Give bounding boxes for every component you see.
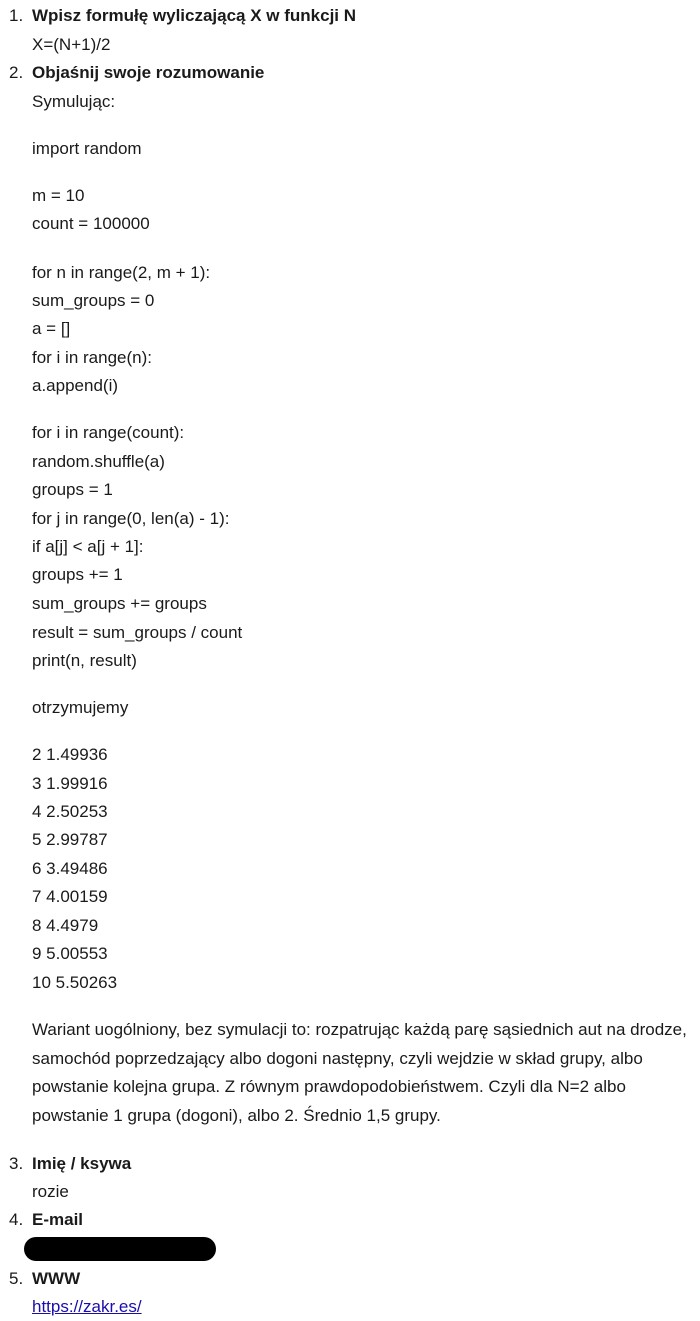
answer-formula: X=(N+1)/2 — [32, 35, 111, 54]
code-line: m = 10 — [32, 186, 85, 205]
code-line: if a[j] < a[j + 1]: — [32, 537, 144, 556]
code-line: for i in range(count): — [32, 423, 185, 442]
question-email: E-mail — [32, 1210, 84, 1229]
code-line: groups += 1 — [32, 565, 123, 584]
question-formula: Wpisz formułę wyliczającą X w funkcji N — [32, 6, 357, 25]
item-number: 1. — [9, 6, 24, 25]
item-number: 2. — [9, 63, 24, 82]
question-reasoning: Objaśnij swoje rozumowanie — [32, 63, 265, 82]
code-line: a = [] — [32, 319, 71, 338]
explanation-paragraph: Wariant uogólniony, bez symulacji to: rozpatrując każdą parę sąsiednich aut na drodze, samochód poprzedzający albo dogoni następny, czyli wejdzie w skład grupy, albo powstanie kolejna grupa. Z równym prawdopodobieństwem. Czyli dla N=2 albo powstanie 1 grupa (dogoni), albo 2. Średnio 1,5 grupy. — [32, 1020, 687, 1125]
code-line: result = sum_groups / count — [32, 623, 243, 642]
item-number: 4. — [9, 1210, 24, 1229]
code-line: for n in range(2, m + 1): — [32, 263, 211, 282]
code-line: print(n, result) — [32, 651, 137, 670]
result-line: 5 2.99787 — [32, 830, 108, 849]
code-line: a.append(i) — [32, 376, 119, 395]
answer-name: rozie — [32, 1182, 69, 1201]
code-line: groups = 1 — [32, 480, 113, 499]
code-line: import random — [32, 139, 142, 158]
result-line: 8 4.4979 — [32, 916, 99, 935]
code-line: count = 100000 — [32, 214, 150, 233]
result-line: 10 5.50263 — [32, 973, 118, 992]
item-number: 3. — [9, 1154, 24, 1173]
result-line: 4 2.50253 — [32, 802, 108, 821]
code-line: for i in range(n): — [32, 348, 152, 367]
redacted-email — [24, 1237, 216, 1261]
results-label: otrzymujemy — [32, 698, 129, 717]
result-line: 7 4.00159 — [32, 887, 108, 906]
code-line: sum_groups = 0 — [32, 291, 155, 310]
question-name: Imię / ksywa — [32, 1154, 132, 1173]
item-number: 5. — [9, 1269, 24, 1288]
result-line: 3 1.99916 — [32, 774, 108, 793]
result-line: 6 3.49486 — [32, 859, 108, 878]
code-line: sum_groups += groups — [32, 594, 207, 613]
website-link[interactable]: https://zakr.es/ — [32, 1297, 142, 1316]
result-line: 2 1.49936 — [32, 745, 108, 764]
result-line: 9 5.00553 — [32, 944, 108, 963]
question-www: WWW — [32, 1269, 81, 1288]
code-line: random.shuffle(a) — [32, 452, 165, 471]
code-line: for j in range(0, len(a) - 1): — [32, 509, 230, 528]
explanation-intro: Symulując: — [32, 92, 116, 111]
